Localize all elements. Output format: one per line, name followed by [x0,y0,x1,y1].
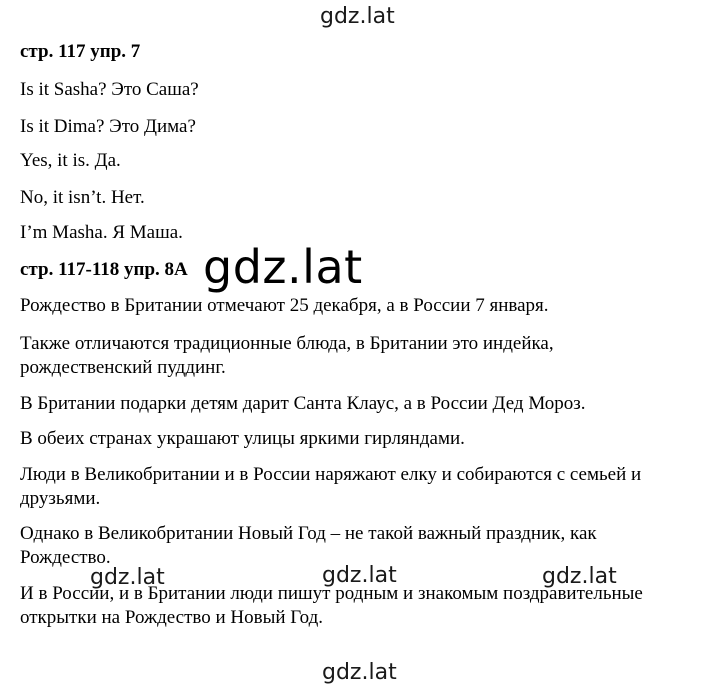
paragraph-line-10: И в России, и в Британии люди пишут родным и знакомым поздравительные [20,583,643,604]
paragraph-line-3: рождественский пуддинг. [20,357,226,378]
line-5: I’m Masha. Я Маша. [20,222,183,243]
heading-exercise-8a: стр. 117-118 упр. 8А [20,259,188,280]
paragraph-line-1: Рождество в Британии отмечают 25 декабря, а в России 7 января. [20,295,549,316]
watermark-center: gdz.lat [322,563,397,588]
watermark-bottom: gdz.lat [322,660,397,685]
line-1: Is it Sasha? Это Саша? [20,79,199,100]
paragraph-line-9: Рождество. [20,547,111,568]
paragraph-line-6: Люди в Великобритании и в России наряжают елку и собираются с семьей и [20,464,642,485]
watermark-large: gdz.lat [203,240,363,294]
paragraph-line-7: друзьями. [20,488,101,509]
paragraph-line-4: В Британии подарки детям дарит Санта Клаус, а в России Дед Мороз. [20,393,586,414]
line-4: No, it isn’t. Нет. [20,187,145,208]
heading-exercise-7: стр. 117 упр. 7 [20,41,141,62]
watermark-top: gdz.lat [320,4,395,29]
line-2: Is it Dima? Это Дима? [20,116,196,137]
paragraph-line-8: Однако в Великобритании Новый Год – не такой важный праздник, как [20,523,597,544]
line-3: Yes, it is. Да. [20,150,121,171]
paragraph-line-5: В обеих странах украшают улицы яркими гирляндами. [20,428,465,449]
watermark-left: gdz.lat [90,565,165,590]
watermark-right: gdz.lat [542,564,617,589]
paragraph-line-2: Также отличаются традиционные блюда, в Британии это индейка, [20,333,554,354]
paragraph-line-11: открытки на Рождество и Новый Год. [20,607,323,628]
